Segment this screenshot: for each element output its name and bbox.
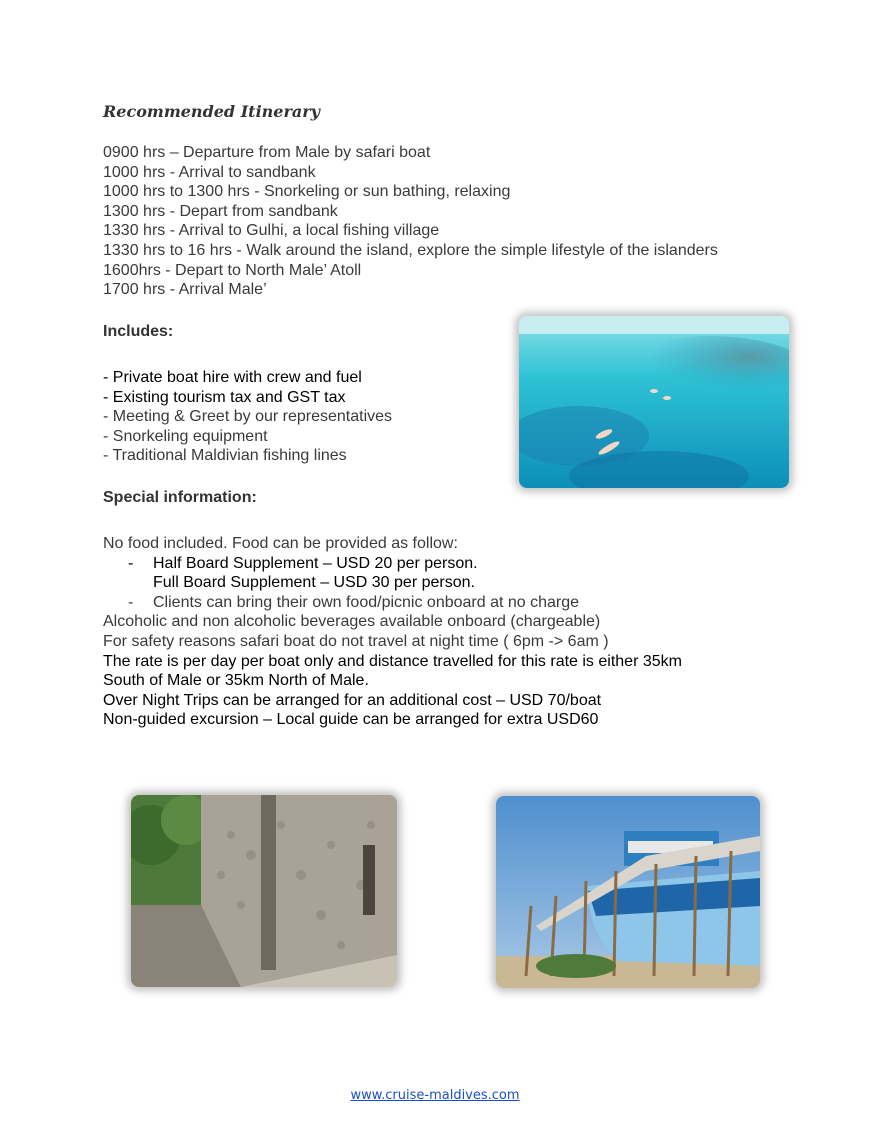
- rate-text-line2: South of Male or 35km North of Male.: [103, 672, 369, 690]
- bullet-dash: -: [128, 593, 134, 611]
- itinerary-item: 1330 hrs to 16 hrs - Walk around the island, explore the simple lifestyle of the islanders: [103, 241, 718, 259]
- itinerary-item: 0900 hrs – Departure from Male by safari boat: [103, 144, 431, 161]
- itinerary-heading: Recommended Itinerary: [103, 102, 320, 121]
- include-item: - Meeting & Greet by our representatives: [103, 408, 393, 426]
- includes-list: [103, 368, 392, 466]
- include-item: - Private boat hire with crew and fuel: [103, 369, 362, 386]
- alcohol-text: Alcoholic and non alcoholic beverages available onboard (chargeable): [103, 613, 601, 631]
- include-item: - Existing tourism tax and GST tax: [103, 388, 346, 406]
- rate-text-line1: The rate is per day per boat only and distance travelled for this rate is either 35km: [103, 652, 682, 670]
- website-link[interactable]: www.cruise-maldives.com: [350, 1088, 520, 1103]
- includes-title: Includes:: [103, 323, 174, 340]
- bullet-item: [103, 554, 682, 574]
- itinerary-item: 1300 hrs - Depart from sandbank: [103, 202, 338, 220]
- full-board-text: Full Board Supplement – USD 30 per person.: [153, 574, 475, 592]
- safety-text: For safety reasons safari boat do not travel at night time ( 6pm -> 6am ): [103, 632, 609, 650]
- include-item: - Snorkeling equipment: [103, 427, 268, 445]
- bullet-dash: -: [128, 554, 134, 572]
- itinerary-item: 1700 hrs - Arrival Male’: [103, 281, 267, 299]
- half-board-text: Half Board Supplement – USD 20 per person.: [153, 554, 478, 572]
- special-info-title: Special information:: [103, 489, 257, 506]
- itinerary-item: 1000 hrs to 1300 hrs - Snorkeling or sun bathing, relaxing: [103, 183, 511, 201]
- bullet-item: [103, 593, 682, 613]
- special-info-body: [103, 534, 682, 730]
- itinerary-item: 1330 hrs - Arrival to Gulhi, a local fishing village: [103, 222, 440, 240]
- special-intro: No food included. Food can be provided as follow:: [103, 535, 458, 552]
- coral-stone-wall-photo: [131, 795, 397, 987]
- snorkeling-lagoon-image: [519, 316, 789, 488]
- itinerary-item: 1000 hrs - Arrival to sandbank: [103, 163, 316, 181]
- include-item: - Traditional Maldivian fishing lines: [103, 447, 347, 465]
- own-food-text: Clients can bring their own food/picnic onboard at no charge: [153, 593, 580, 611]
- snorkeling-lagoon-photo: [519, 316, 789, 488]
- itinerary-item: 1600hrs - Depart to North Male’ Atoll: [103, 261, 362, 279]
- guide-text: Non-guided excursion – Local guide can be arranged for extra USD60: [103, 711, 599, 729]
- itinerary-list: [103, 143, 718, 300]
- overnight-text: Over Night Trips can be arranged for an additional cost – USD 70/boat: [103, 691, 602, 709]
- boat-building-photo: [496, 796, 760, 988]
- coral-wall-alley-image: [131, 795, 397, 987]
- boat-in-shed-image: [496, 796, 760, 988]
